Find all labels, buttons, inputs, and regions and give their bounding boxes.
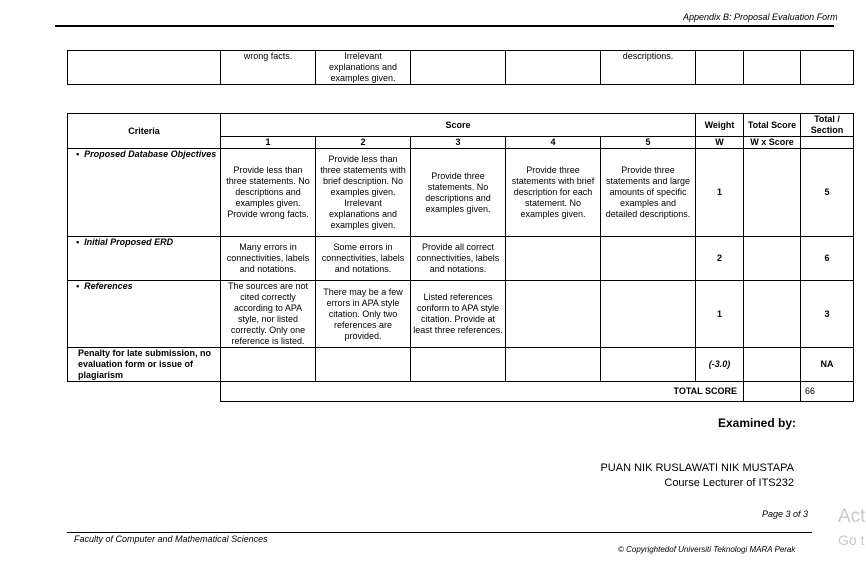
score-1-cell: Provide less than three statements. No descriptions and examples given. Provide wrong facts.	[221, 149, 316, 237]
fragment-cell-1: wrong facts.	[221, 51, 316, 85]
copyright-footer: © Copyrightedof Universiti Teknologi MARA Perak	[618, 545, 796, 554]
total-score-cell	[744, 237, 801, 281]
score-4-cell	[506, 281, 601, 348]
page-header-title: Appendix B: Proposal Evaluation Form	[683, 12, 838, 22]
footer-divider	[67, 532, 812, 533]
score-5-cell	[601, 281, 696, 348]
examined-by-heading: Examined by:	[718, 416, 797, 430]
penalty-label: Penalty for late submission, no evaluation form or issue of plagiarism	[68, 348, 221, 382]
fragment-cell-2: Irrelevant explanations and examples given.	[316, 51, 411, 85]
criteria-label: References	[84, 281, 133, 291]
penalty-total-section: NA	[801, 348, 854, 382]
total-score-row	[68, 382, 854, 402]
wxscore-header: W x Score	[744, 137, 801, 149]
penalty-score-4	[506, 348, 601, 382]
score-3-cell: Listed references conform to APA style citation. Provide at least three references.	[411, 281, 506, 348]
fragment-cell-total-score	[744, 51, 801, 85]
page-number: Page 3 of 3	[762, 509, 809, 519]
examiner-name: PUAN NIK RUSLAWATI NIK MUSTAPA	[600, 462, 794, 474]
score-1-cell: Many errors in connectivities, labels and notations.	[221, 237, 316, 281]
score-header: Score	[221, 114, 696, 137]
penalty-total-score	[744, 348, 801, 382]
total-score-cell	[744, 149, 801, 237]
total-score-value: 66	[801, 382, 854, 402]
criteria-cell: • Initial Proposed ERD	[68, 237, 221, 281]
weight-cell: 2	[696, 237, 744, 281]
total-score-cell	[744, 281, 801, 348]
score-2-cell: There may be a few errors in APA style citation. Only two references are provided.	[316, 281, 411, 348]
weight-cell: 1	[696, 149, 744, 237]
penalty-weight: (-3.0)	[696, 348, 744, 382]
fragment-cell-weight	[696, 51, 744, 85]
total-section-cell: 5	[801, 149, 854, 237]
evaluation-table	[67, 113, 854, 402]
fragment-cell-4	[506, 51, 601, 85]
weight-cell: 1	[696, 281, 744, 348]
fragment-cell-total-section	[801, 51, 854, 85]
total-section-cell: 3	[801, 281, 854, 348]
score-number-4: 4	[506, 137, 601, 149]
criteria-label: Initial Proposed ERD	[84, 237, 174, 247]
previous-table-fragment	[67, 50, 854, 85]
score-number-5: 5	[601, 137, 696, 149]
score-number-2: 2	[316, 137, 411, 149]
table-row	[68, 281, 854, 348]
criteria-label: Proposed Database Objectives	[84, 149, 217, 159]
penalty-score-1	[221, 348, 316, 382]
total-score-blank	[744, 382, 801, 402]
score-number-3: 3	[411, 137, 506, 149]
activation-watermark-line1: Act	[838, 506, 866, 527]
total-row-spacer	[68, 382, 221, 402]
criteria-header: Criteria	[68, 114, 221, 149]
fragment-cell-5: descriptions.	[601, 51, 696, 85]
score-4-cell	[506, 237, 601, 281]
table-row	[68, 149, 854, 237]
score-2-cell: Some errors in connectivities, labels and notations.	[316, 237, 411, 281]
score-5-cell	[601, 237, 696, 281]
examiner-role: Course Lecturer of ITS232	[664, 477, 794, 489]
criteria-cell: • References	[68, 281, 221, 348]
criteria-cell: • Proposed Database Objectives	[68, 149, 221, 237]
w-header: W	[696, 137, 744, 149]
total-section-header: Total / Section	[801, 114, 854, 137]
total-section-subheader	[801, 137, 854, 149]
total-score-label: TOTAL SCORE	[221, 382, 744, 402]
total-score-header: Total Score	[744, 114, 801, 137]
penalty-score-2	[316, 348, 411, 382]
score-number-1: 1	[221, 137, 316, 149]
score-2-cell: Provide less than three statements with brief description. No examples given. Irrelevant explanations and examples given.	[316, 149, 411, 237]
score-5-cell: Provide three statements and large amounts of specific examples and detailed descriptions.	[601, 149, 696, 237]
fragment-cell-criteria	[68, 51, 221, 85]
score-4-cell: Provide three statements with brief description for each statement. No examples given.	[506, 149, 601, 237]
score-3-cell: Provide three statements. No descriptions and examples given.	[411, 149, 506, 237]
table-row	[68, 237, 854, 281]
score-3-cell: Provide all correct connectivities, labels and notations.	[411, 237, 506, 281]
penalty-score-5	[601, 348, 696, 382]
penalty-score-3	[411, 348, 506, 382]
fragment-cell-3	[411, 51, 506, 85]
score-1-cell: The sources are not cited correctly according to APA style, nor listed correctly. Only one reference is listed.	[221, 281, 316, 348]
weight-header: Weight	[696, 114, 744, 137]
activation-watermark-line2: Go t	[838, 532, 865, 548]
faculty-footer: Faculty of Computer and Mathematical Sciences	[74, 534, 268, 544]
penalty-row	[68, 348, 854, 382]
header-divider	[55, 25, 834, 27]
total-section-cell: 6	[801, 237, 854, 281]
